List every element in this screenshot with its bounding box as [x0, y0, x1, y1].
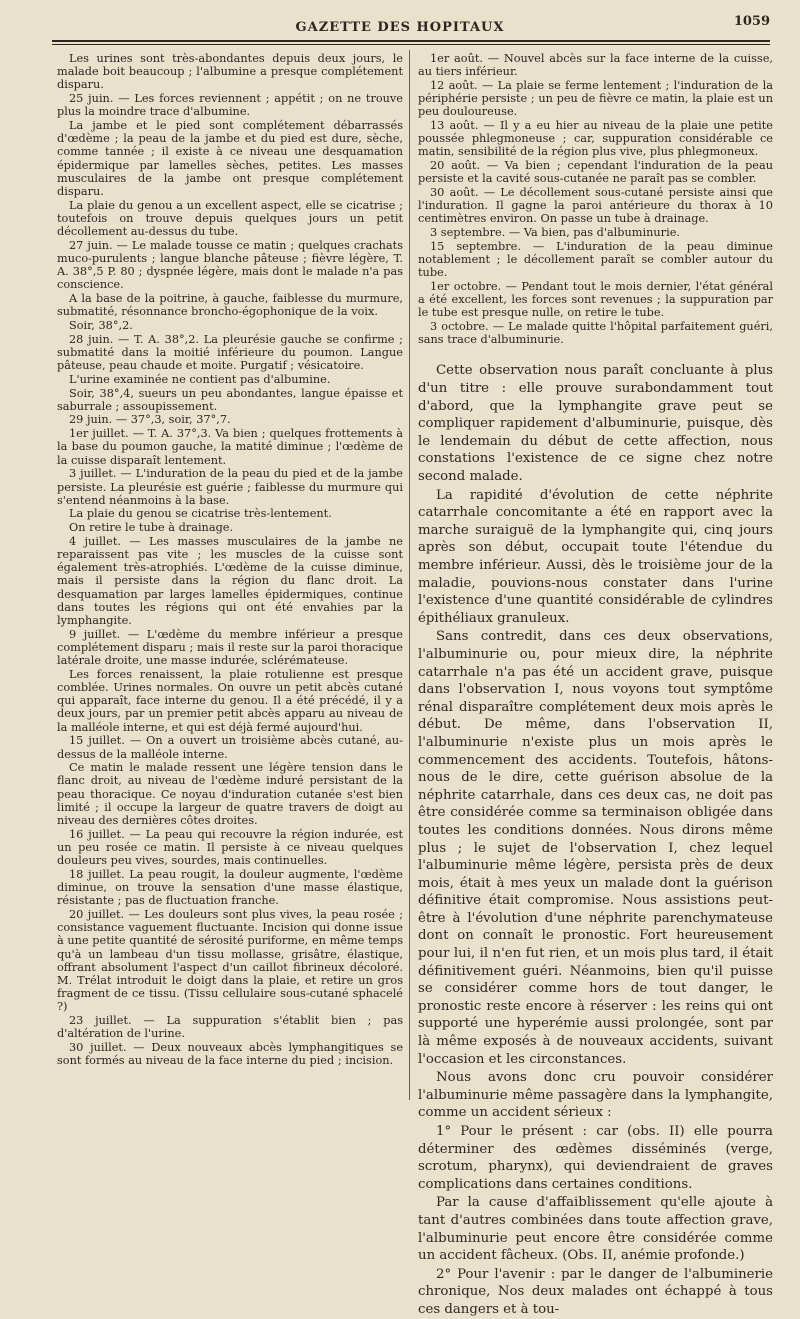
left-paragraph: 3 juillet. — L'induration de la peau du pied et de la jambe persiste. La pleurésie est guérie ; faiblesse du murmure qui s'entend néanmoins à la base.	[57, 467, 403, 507]
left-paragraph: Soir, 38°,2.	[69, 319, 133, 333]
left-paragraph: Ce matin le malade ressent une légère tension dans le flanc droit, au niveau de l'œdème induré persistant de la peau thoracique. Ce noyau d'induration cutanée s'est bien limité ; il occupe la largeur de quatre travers de doigt au niveau des dernières côtes droites.	[57, 761, 403, 828]
left-paragraph: Soir, 38°,4, sueurs un peu abondantes, langue épaisse et saburrale ; assoupissement.	[57, 386, 403, 413]
left-paragraph: 20 juillet. — Les douleurs sont plus vives, la peau rosée ; consistance vaguement fluctuante. Incision qui donne issue à une petite quantité de sérosité puriforme, en même temps qu'à un lambeau d'un tissu mollasse, grisâtre, élastique, offrant absolument l'aspect d'un caillot fibrineux décoloré. M. Trélat introduit le doigt dans la plaie, et retire un gros fragment de ce tissu. (Tissu cellulaire sous-cutané sphacelé ?)	[57, 908, 403, 1014]
left-paragraph: 23 juillet. — La suppuration s'établit bien ; pas d'altération de l'urine.	[57, 1014, 403, 1041]
right-column	[418, 52, 773, 1319]
left-paragraph: Les forces renaissent, la plaie rotulienne est presque comblée. Urines normales. On ouvre un petit abcès cutané qui apparaît, face interne du genou. Il a été précédé, il y a deux jours, par un premier petit abcès apparu au niveau de la malléole interne, et qui est déjà fermé aujourd'hui.	[57, 667, 403, 734]
left-paragraph: 16 juillet. — La peau qui recouvre la région indurée, est un peu rosée ce matin. Il persiste à ce niveau quelques douleurs peu vives, sourdes, mais continuelles.	[57, 827, 403, 868]
note-paragraph: 1er octobre. — Pendant tout le mois dernier, l'état général a été excellent, les forces sont revenues ; la suppuration par le tube est presque nulle, on retire le tube.	[418, 279, 773, 320]
left-paragraph: 29 juin. — 37°,3, soir, 37°,7.	[69, 413, 231, 427]
note-paragraph: 20 août. — Va bien ; cependant l'induration de la peau persiste et la cavité sous-cutanée ne paraît pas se combler.	[418, 159, 773, 186]
left-paragraph: La plaie du genou a un excellent aspect, elle se cicatrise ; toutefois on trouve depuis quelques jours un petit décollement au-dessus du tube.	[57, 198, 403, 239]
note-paragraph: 15 septembre. — L'induration de la peau diminue notablement ; le décollement paraît se combler autour du tube.	[418, 239, 773, 280]
left-paragraph: 18 juillet. La peau rougit, la douleur augmente, l'œdème diminue, on trouve la sensation d'une masse élastique, résistante ; pas de fluctuation franche.	[57, 867, 403, 908]
body-paragraph: La rapidité d'évolution de cette néphrite catarrhale concomitante a été en rapport avec la marche suraiguë de la lymphangite qui, cinq jours après son début, occupait toute l'étendue du membre inférieur. Aussi, dès le troisième jour de la maladie, pouvions-nous constater dans l'urine l'existence d'une quantité considérable de cylindres épithéliaux granuleux.	[418, 487, 773, 626]
body-paragraph: Nous avons donc cru pouvoir considérer l'albuminurie même passagère dans la lymphangite, comme un accident sérieux :	[418, 1070, 773, 1121]
case-notes	[418, 52, 773, 346]
left-paragraph: L'urine examinée ne contient pas d'albumine.	[69, 372, 331, 386]
left-paragraph: 30 juillet. — Deux nouveaux abcès lymphangitiques se sont formés au niveau de la face interne du pied ; incision.	[57, 1041, 403, 1068]
left-paragraph: On retire le tube à drainage.	[69, 521, 234, 535]
page-number: 1059	[733, 14, 770, 29]
body-paragraph: 1° Pour le présent : car (obs. II) elle pourra déterminer des œdèmes disséminés (verge, scrotum, pharynx), qui deviendraient de graves complications dans certaines conditions.	[418, 1124, 773, 1192]
note-paragraph: 1er août. — Nouvel abcès sur la face interne de la cuisse, au tiers inférieur.	[418, 52, 773, 79]
left-column	[57, 52, 403, 1067]
left-paragraph: 25 juin. — Les forces reviennent ; appétit ; on ne trouve plus la moindre trace d'albumine.	[57, 92, 403, 119]
note-paragraph: 13 août. — Il y a eu hier au niveau de la plaie une petite poussée phlegmoneuse ; car, suppuration considérable ce matin, sensibilité de la région plus vive, plus phlegmoneux.	[418, 119, 773, 159]
left-paragraph: La plaie du genou se cicatrise très-lentement.	[69, 507, 332, 521]
note-paragraph: 3 septembre. — Va bien, pas d'albuminurie.	[430, 226, 680, 240]
left-paragraph: A la base de la poitrine, à gauche, faiblesse du murmure, submatité, résonnance broncho-égophonique de la voix.	[57, 292, 403, 319]
header-rule-thin	[52, 44, 770, 45]
column-divider	[409, 50, 410, 1100]
header-rule	[52, 40, 770, 42]
left-paragraph: Les urines sont très-abondantes depuis deux jours, le malade boit beaucoup ; l'albumine a presque complétement disparu.	[57, 52, 403, 92]
running-title: GAZETTE DES HOPITAUX	[295, 20, 505, 35]
left-paragraph: 27 juin. — Le malade tousse ce matin ; quelques crachats muco-purulents ; langue blanche pâteuse ; fièvre légère, T. A. 38°,5 P. 80 ; dyspnée légère, mais dont le malade n'a pas conscience.	[57, 238, 403, 292]
body-paragraph: 2° Pour l'avenir : par le danger de l'albuminerie chronique, Nos deux malades ont échappé à tous ces dangers et à tou-	[418, 1266, 773, 1317]
body-paragraph: Par la cause d'affaiblissement qu'elle ajoute à tant d'autres combinées dans toute affection grave, l'albuminurie peut encore être considérée comme un accident fâcheux. (Obs. II, anémie profonde.)	[418, 1195, 773, 1264]
note-paragraph: 30 août. — Le décollement sous-cutané persiste ainsi que l'induration. Il gagne la paroi antérieure du thorax à 10 centimètres environ. On passe un tube à drainage.	[418, 186, 773, 226]
note-paragraph: 3 octobre. — Le malade quitte l'hôpital parfaitement guéri, sans trace d'albuminurie.	[418, 320, 773, 347]
left-paragraph: 15 juillet. — On a ouvert un troisième abcès cutané, au-dessus de la malléole interne.	[57, 734, 403, 761]
left-paragraph: 9 juillet. — L'œdème du membre inférieur a presque complétement disparu ; mais il reste sur la paroi thoracique latérale droite, une masse indurée, sclérémateuse.	[57, 627, 403, 668]
body-paragraph: Cette observation nous paraît concluante à plus d'un titre : elle prouve surabondamment tout d'abord, que la lymphangite grave peut se compliquer rapidement d'albuminurie, puisque, dès le lendemain du début de cette affection, nous constations l'existence de ce signe chez notre second malade.	[418, 363, 773, 485]
left-paragraph: 28 juin. — T. A. 38°,2. La pleurésie gauche se confirme ; submatité dans la moitié inférieure du poumon. Langue pâteuse, peau chaude et moite. Purgatif ; vésicatoire.	[57, 332, 403, 373]
note-paragraph: 12 août. — La plaie se ferme lentement ; l'induration de la périphérie persiste ; un peu de fièvre ce matin, la plaie est un peu douloureuse.	[418, 78, 773, 119]
left-paragraph: 1er juillet. — T. A. 37°,3. Va bien ; quelques frottements à la base du poumon gauche, la matité diminue ; l'œdème de la cuisse disparaît lentement.	[57, 427, 403, 467]
left-paragraph: La jambe et le pied sont complétement débarrassés d'œdème ; la peau de la jambe et du pied est dure, sèche, comme tannée ; il existe à ce niveau une desquamation épidermique par lamelles sèches, petites. Les masses musculaires de la jambe ont presque complétement disparu.	[57, 119, 403, 199]
discussion	[418, 362, 773, 1318]
body-paragraph: Sans contredit, dans ces deux observations, l'albuminurie ou, pour mieux dire, la néphrite catarrhale n'a pas été un accident grave, puisque dans l'observation I, nous voyons tout symptôme rénal disparaître complétement deux mois après le début. De même, dans l'observation II, l'albuminurie n'existe plus un mois après le commencement des accidents. Toutefois, hâtons-nous de le dire, cette guérison absolue de la néphrite catarrhale, dans ces deux cas, ne doit pas être considérée comme sa terminaison obligée dans toutes les conditions données. Nous dirons même plus ; le sujet de l'observation I, chez lequel l'albuminurie même légère, persista près de deux mois, était à mes yeux un malade dont la guérison définitive était compromise. Nous assistions peut-être à l'évolution d'une néphrite parenchymateuse dont on connaît le pronostic. Fort heureusement pour lui, il n'en fut rien, et un mois plus tard, il était définitivement guéri. Néanmoins, bien qu'il puisse se considérer comme hors de tout danger, le pronostic reste encore à réserver : les reins qui ont supporté une hyperémie aussi prolongée, sont par là même exposés à de nouveaux accidents, suivant l'occasion et les circonstances.	[418, 629, 773, 1067]
left-paragraph: 4 juillet. — Les masses musculaires de la jambe ne reparaissent pas vite ; les muscles de la cuisse sont également très-atrophiés. L'œdème de la cuisse diminue, mais il persiste dans la région du flanc droit. La desquamation par larges lamelles épidermiques, continue dans toutes les régions qui ont été envahies par la lymphangite.	[57, 534, 403, 628]
